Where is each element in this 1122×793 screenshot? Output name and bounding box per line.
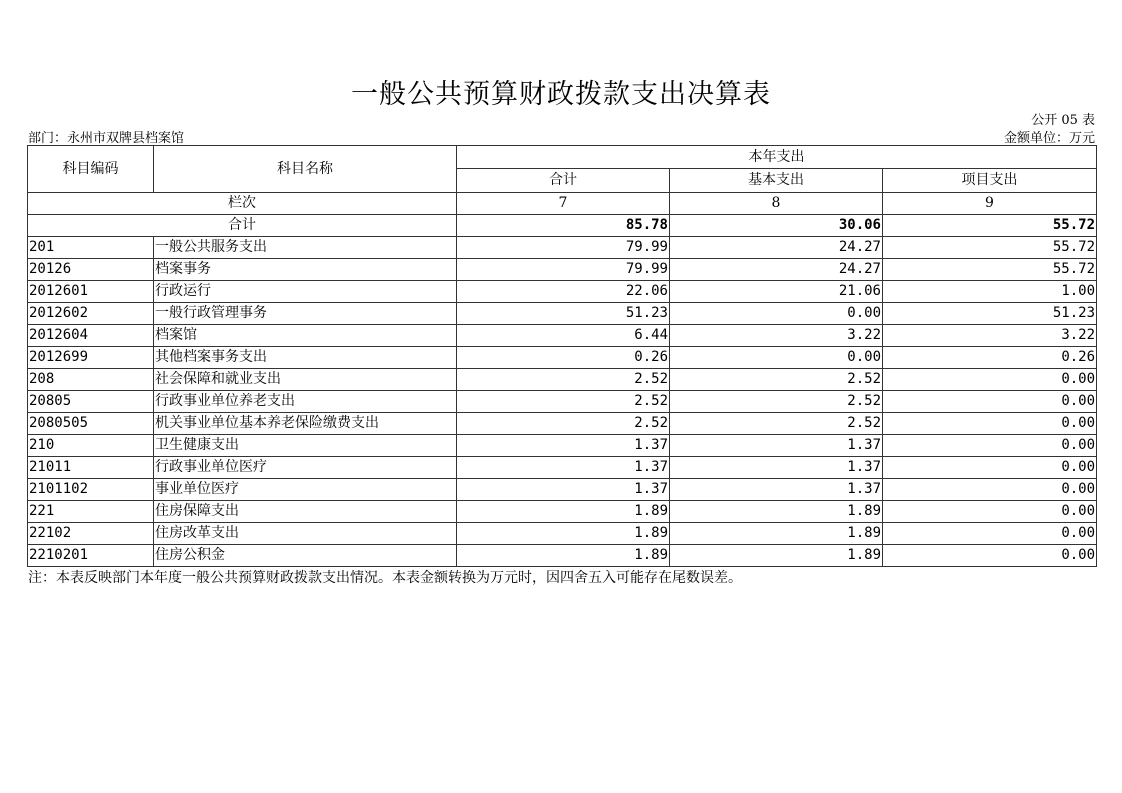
column-number-project: 9 (883, 193, 1097, 215)
table-row (28, 413, 1097, 435)
row-total: 1.89 (457, 545, 670, 567)
table-row (28, 479, 1097, 501)
form-number: 公开 05 表 (1031, 113, 1095, 128)
row-basic: 21.06 (670, 281, 883, 303)
row-project: 0.26 (883, 347, 1097, 369)
row-basic: 0.00 (670, 347, 883, 369)
row-code: 20805 (28, 391, 154, 413)
row-code: 2012601 (28, 281, 154, 303)
row-project: 51.23 (883, 303, 1097, 325)
row-basic: 1.89 (670, 501, 883, 523)
table-row (28, 303, 1097, 325)
row-total: 1.37 (457, 435, 670, 457)
row-name: 行政事业单位医疗 (154, 457, 457, 479)
header-current-year: 本年支出 (457, 146, 1097, 169)
row-project: 0.00 (883, 479, 1097, 501)
row-project: 0.00 (883, 501, 1097, 523)
row-total: 1.89 (457, 523, 670, 545)
row-code: 210 (28, 435, 154, 457)
row-code: 21011 (28, 457, 154, 479)
row-basic: 24.27 (670, 237, 883, 259)
row-project: 0.00 (883, 457, 1097, 479)
table-row (28, 347, 1097, 369)
row-code: 2080505 (28, 413, 154, 435)
row-total: 1.89 (457, 501, 670, 523)
table-row (28, 325, 1097, 347)
row-project: 3.22 (883, 325, 1097, 347)
row-basic: 1.89 (670, 545, 883, 567)
row-basic: 24.27 (670, 259, 883, 281)
column-order-label: 栏次 (28, 193, 457, 215)
column-number-total: 7 (457, 193, 670, 215)
table-row (28, 259, 1097, 281)
row-project: 0.00 (883, 523, 1097, 545)
row-basic: 0.00 (670, 303, 883, 325)
row-code: 20126 (28, 259, 154, 281)
expenditure-table (27, 145, 1097, 567)
row-name: 住房公积金 (154, 545, 457, 567)
row-basic: 1.37 (670, 457, 883, 479)
header-basic: 基本支出 (670, 169, 883, 193)
row-code: 2012604 (28, 325, 154, 347)
department-label: 部门：永州市双牌县档案馆 (28, 131, 185, 146)
row-basic: 1.37 (670, 479, 883, 501)
page-title: 一般公共预算财政拨款支出决算表 (351, 79, 771, 110)
table-row (28, 457, 1097, 479)
row-total: 0.26 (457, 347, 670, 369)
column-number-basic: 8 (670, 193, 883, 215)
row-total: 1.37 (457, 479, 670, 501)
row-project: 0.00 (883, 369, 1097, 391)
row-code: 2101102 (28, 479, 154, 501)
row-project: 0.00 (883, 413, 1097, 435)
row-project: 0.00 (883, 435, 1097, 457)
summary-total: 85.78 (457, 215, 670, 237)
row-code: 221 (28, 501, 154, 523)
header-row-1 (28, 146, 1097, 169)
summary-label: 合计 (28, 215, 457, 237)
table-row (28, 545, 1097, 567)
row-project: 0.00 (883, 391, 1097, 413)
row-total: 2.52 (457, 391, 670, 413)
row-name: 行政运行 (154, 281, 457, 303)
table-row (28, 369, 1097, 391)
row-name: 一般公共服务支出 (154, 237, 457, 259)
row-project: 1.00 (883, 281, 1097, 303)
row-name: 档案事务 (154, 259, 457, 281)
summary-basic: 30.06 (670, 215, 883, 237)
summary-row (28, 215, 1097, 237)
row-total: 1.37 (457, 457, 670, 479)
row-total: 6.44 (457, 325, 670, 347)
table-row (28, 435, 1097, 457)
table-row (28, 523, 1097, 545)
row-total: 22.06 (457, 281, 670, 303)
row-name: 行政事业单位养老支出 (154, 391, 457, 413)
row-code: 2210201 (28, 545, 154, 567)
row-total: 2.52 (457, 413, 670, 435)
row-name: 一般行政管理事务 (154, 303, 457, 325)
header-code: 科目编码 (28, 146, 154, 193)
row-total: 79.99 (457, 259, 670, 281)
row-name: 社会保障和就业支出 (154, 369, 457, 391)
row-basic: 1.37 (670, 435, 883, 457)
row-total: 79.99 (457, 237, 670, 259)
row-code: 2012699 (28, 347, 154, 369)
row-name: 事业单位医疗 (154, 479, 457, 501)
row-code: 2012602 (28, 303, 154, 325)
header-total: 合计 (457, 169, 670, 193)
row-name: 住房改革支出 (154, 523, 457, 545)
amount-unit-label: 金额单位：万元 (1003, 131, 1095, 146)
row-name: 机关事业单位基本养老保险缴费支出 (154, 413, 457, 435)
header-name: 科目名称 (154, 146, 457, 193)
footnote: 注：本表反映部门本年度一般公共预算财政拨款支出情况。本表金额转换为万元时，因四舍五入可能存在尾数误差。 (28, 570, 742, 586)
row-project: 55.72 (883, 237, 1097, 259)
row-project: 55.72 (883, 259, 1097, 281)
row-name: 住房保障支出 (154, 501, 457, 523)
row-name: 卫生健康支出 (154, 435, 457, 457)
summary-project: 55.72 (883, 215, 1097, 237)
table-row (28, 281, 1097, 303)
row-project: 0.00 (883, 545, 1097, 567)
row-total: 2.52 (457, 369, 670, 391)
row-basic: 1.89 (670, 523, 883, 545)
row-basic: 2.52 (670, 391, 883, 413)
table-row (28, 501, 1097, 523)
row-total: 51.23 (457, 303, 670, 325)
row-basic: 2.52 (670, 413, 883, 435)
row-name: 其他档案事务支出 (154, 347, 457, 369)
column-order-row (28, 193, 1097, 215)
row-code: 22102 (28, 523, 154, 545)
row-name: 档案馆 (154, 325, 457, 347)
header-project: 项目支出 (883, 169, 1097, 193)
row-basic: 3.22 (670, 325, 883, 347)
table-row (28, 391, 1097, 413)
row-basic: 2.52 (670, 369, 883, 391)
table-row (28, 237, 1097, 259)
row-code: 208 (28, 369, 154, 391)
row-code: 201 (28, 237, 154, 259)
